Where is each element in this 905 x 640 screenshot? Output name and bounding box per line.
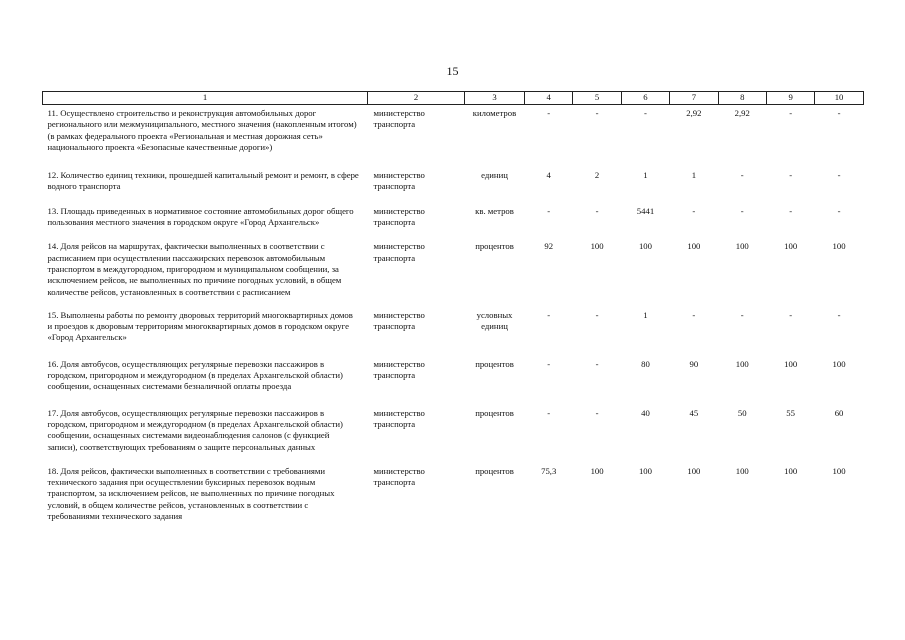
row-spacer-cell — [43, 153, 864, 167]
responsible-org: министерство транспорта — [373, 465, 425, 488]
value-cell: 100 — [638, 465, 652, 476]
indicator-name: 18. Доля рейсов, фактически выполненных в соответствии с требованиями технического задания при осуществлении буксирных перевозок водным транспортом, за исключением рейсов, не выполненных по причине погодных условий, в общем количестве рейсов, установленных в соответствии с требованиями технического задания — [47, 465, 335, 522]
table-body — [43, 105, 864, 523]
value-cell: - — [595, 407, 599, 418]
row-spacer — [43, 298, 864, 307]
table-row — [43, 356, 864, 393]
row-spacer-cell — [43, 453, 864, 463]
row-spacer-cell — [43, 228, 864, 238]
header-cell: 6 — [621, 92, 669, 105]
value-cell: 1 — [643, 309, 648, 320]
table-row — [43, 463, 864, 522]
value-cell: 100 — [687, 465, 701, 476]
header-cell: 4 — [525, 92, 573, 105]
value-cell: - — [547, 358, 551, 369]
row-spacer — [43, 193, 864, 203]
value-cell: 100 — [735, 241, 749, 252]
value-cell: - — [789, 108, 793, 118]
value-cell: - — [837, 170, 841, 181]
value-cell: - — [837, 108, 841, 118]
responsible-org: министерство транспорта — [373, 241, 425, 263]
value-cell: 1 — [691, 170, 697, 181]
value-cell: 100 — [832, 465, 846, 476]
value-cell: 75,3 — [541, 465, 557, 476]
row-spacer-cell — [43, 344, 864, 356]
value-cell: - — [595, 205, 599, 216]
responsible-org: министерство транспорта — [373, 407, 425, 429]
value-cell: - — [644, 108, 647, 118]
responsible-org: министерство транспорта — [373, 108, 425, 130]
value-cell: - — [547, 407, 551, 418]
value-cell: 100 — [590, 465, 604, 476]
value-cell: - — [837, 205, 841, 216]
row-spacer — [43, 344, 864, 356]
indicator-name: 13. Площадь приведенных в нормативное состояние автомобильных дорог общего пользования местного значения в городском округе «Город Архангельск» — [47, 205, 354, 228]
value-cell: 55 — [786, 407, 795, 418]
value-cell: 4 — [546, 170, 551, 181]
row-spacer-cell — [43, 193, 864, 203]
value-cell: 2,92 — [734, 108, 750, 118]
table-row — [43, 203, 864, 229]
page-number: 15 — [446, 64, 459, 78]
row-spacer — [43, 393, 864, 405]
indicator-name: 14. Доля рейсов на маршрутах, фактически выполненных в соответствии с расписанием при осуществлении пассажирских перевозок автомобильным транспортом в междугородном, пригородном и муниципальном сообщении, за исключением рейсов, не выполненных по причине погодных условий, в общем количестве рейсов, установленных в соответствии с расписанием — [47, 241, 342, 297]
indicator-name: 16. Доля автобусов, осуществляющих регулярные перевозки пассажиров в городском, пригородном и междугородном (в пределах Архангельской области) сообщении, оснащенных системами безналичной оплаты проезда — [47, 358, 343, 392]
row-spacer — [43, 453, 864, 463]
value-cell: - — [547, 108, 551, 118]
header-cell: 8 — [718, 92, 766, 105]
value-cell: 100 — [638, 241, 652, 252]
indicator-name: 15. Выполнены работы по ремонту дворовых территорий многоквартирных домов и проездов к дворовым территориям многоквартирных домов в городском округе «Город Архангельск» — [47, 309, 353, 343]
value-cell: 5441 — [636, 205, 655, 216]
value-cell: 1 — [643, 170, 648, 181]
value-cell: 90 — [689, 358, 699, 369]
row-spacer-cell — [43, 393, 864, 405]
value-cell: - — [547, 309, 551, 320]
value-cell: 100 — [784, 358, 798, 369]
value-cell: 2 — [594, 170, 600, 181]
value-cell: - — [740, 205, 744, 216]
unit-of-measure: условных единиц — [476, 309, 513, 332]
row-spacer — [43, 153, 864, 167]
unit-of-measure: единиц — [481, 170, 508, 181]
unit-of-measure: километров — [472, 108, 517, 118]
indicators-table — [42, 91, 864, 522]
value-cell: 2,92 — [686, 108, 702, 118]
unit-of-measure: процентов — [475, 465, 514, 476]
responsible-org: министерство транспорта — [373, 309, 425, 332]
table-row — [43, 307, 864, 344]
table-row — [43, 167, 864, 193]
unit-of-measure: процентов — [475, 241, 514, 252]
header-cell: 5 — [573, 92, 621, 105]
table-row — [43, 405, 864, 453]
header-cell: 7 — [670, 92, 718, 105]
value-cell: - — [740, 309, 744, 320]
header-cell: 9 — [766, 92, 814, 105]
value-cell: - — [789, 309, 793, 320]
value-cell: - — [789, 170, 793, 181]
header-cell: 2 — [368, 92, 465, 105]
responsible-org: министерство транспорта — [373, 358, 425, 381]
indicator-name: 11. Осуществлено строительство и реконструкция автомобильных дорог регионального или межмуниципального, местного значения (накопленным итогом) (в рамках федерального проекта «Региональная и местная дорожная сеть» национального проекта «Безопасные качественные дороги») — [47, 108, 357, 152]
value-cell: 45 — [689, 407, 699, 418]
value-cell: 40 — [641, 407, 650, 418]
value-cell: 100 — [832, 241, 846, 252]
value-cell: 60 — [834, 407, 844, 418]
responsible-org: министерство транспорта — [373, 170, 425, 192]
header-cell: 10 — [815, 92, 863, 105]
header-cell: 1 — [43, 92, 368, 105]
unit-of-measure: процентов — [475, 407, 514, 418]
value-cell: - — [789, 205, 793, 216]
row-spacer — [43, 228, 864, 238]
value-cell: - — [595, 309, 599, 320]
header-cell: 3 — [465, 92, 525, 105]
value-cell: 100 — [687, 241, 701, 252]
value-cell: 92 — [544, 241, 554, 252]
value-cell: 50 — [737, 407, 747, 418]
header-row — [43, 92, 864, 105]
value-cell: 100 — [735, 465, 749, 476]
value-cell: 100 — [784, 241, 798, 252]
indicator-name: 17. Доля автобусов, осуществляющих регулярные перевозки пассажиров в городском, пригородном и междугородном (в пределах Архангельской области) сообщении, оснащенных системами видеонаблюдения салонов (с функцией записи), соответствующих требованиям о защите персональных данных — [47, 407, 343, 452]
value-cell: 100 — [832, 358, 846, 369]
table-row — [43, 238, 864, 297]
unit-of-measure: процентов — [475, 358, 514, 369]
value-cell: 100 — [590, 241, 604, 252]
table-row — [43, 105, 864, 154]
value-cell: - — [692, 309, 696, 320]
value-cell: - — [837, 309, 841, 320]
indicator-name: 12. Количество единиц техники, прошедшей капитальный ремонт и ремонт, в сфере водного транспорта — [47, 170, 359, 192]
value-cell: - — [692, 205, 696, 216]
value-cell: 100 — [784, 465, 798, 476]
value-cell: - — [740, 170, 744, 181]
row-spacer-cell — [43, 298, 864, 307]
responsible-org: министерство транспорта — [373, 205, 425, 228]
value-cell: - — [595, 108, 599, 118]
value-cell: - — [547, 205, 551, 216]
unit-of-measure: кв. метров — [475, 205, 514, 216]
value-cell: 80 — [641, 358, 650, 369]
value-cell: 100 — [735, 358, 749, 369]
value-cell: - — [595, 358, 599, 369]
